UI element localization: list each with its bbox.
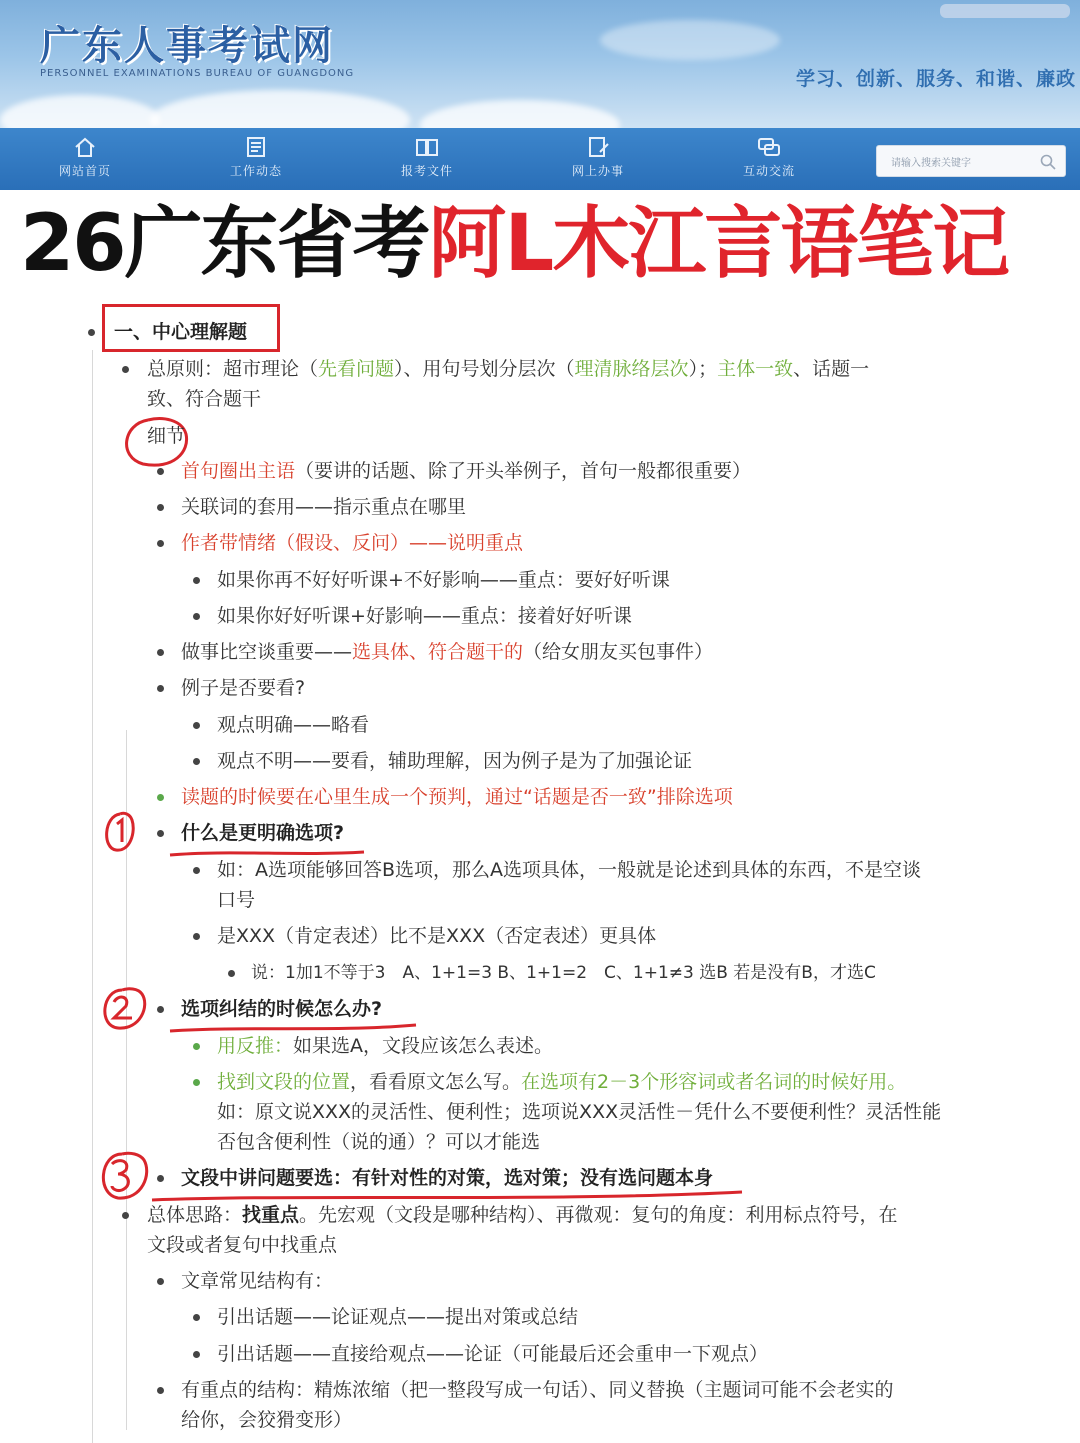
note-line: 文段或者复句中找重点 bbox=[147, 1234, 338, 1256]
hand-number-3 bbox=[94, 1150, 154, 1202]
bullet bbox=[193, 577, 200, 584]
note-line: 用反推：如果选A，文段应该怎么表述。 bbox=[217, 1035, 554, 1057]
nav-item-files[interactable] bbox=[367, 128, 487, 190]
bullet bbox=[193, 933, 200, 940]
bullet bbox=[157, 794, 164, 801]
note-line: 读题的时候要在心里生成一个预判，通过“话题是否一致”排除选项 bbox=[181, 786, 733, 808]
note-line: 细节 bbox=[147, 425, 186, 447]
bullet bbox=[157, 540, 164, 547]
edit-icon bbox=[586, 136, 610, 158]
site-banner bbox=[0, 0, 1080, 128]
note-line: 引出话题——直接给观点——论证（可能最后还会重申一下观点） bbox=[217, 1343, 769, 1365]
bullet bbox=[193, 1079, 200, 1086]
search-icon[interactable] bbox=[1039, 153, 1057, 171]
note-line: 如：A选项能够回答B选项，那么A选项具体，一般就是论述到具体的东西，不是空谈 bbox=[217, 859, 922, 881]
note-line: 如果你再不好好听课+不好影响——重点：要好好听课 bbox=[217, 569, 670, 591]
note-line: 致、符合题干 bbox=[147, 388, 262, 410]
nav-label: 网上办事 bbox=[571, 164, 624, 178]
note-line: 如果你好好听课+好影响——重点：接着好好听课 bbox=[217, 605, 632, 627]
title-black-part: 26广东省考 bbox=[20, 199, 429, 289]
note-line: 口号 bbox=[217, 889, 256, 911]
hand-number-2 bbox=[96, 986, 152, 1032]
home-icon bbox=[73, 136, 97, 158]
note-line: 文段中讲问题要选：有针对性的对策，选对策；没有选问题本身 bbox=[181, 1167, 714, 1189]
notes-content bbox=[0, 300, 1080, 1443]
bullet bbox=[157, 1006, 164, 1013]
bullet bbox=[122, 366, 129, 373]
note-line: 观点不明——要看，辅助理解，因为例子是为了加强论证 bbox=[217, 750, 693, 772]
note-line: 否包含便利性（说的通）？可以才能选 bbox=[217, 1131, 541, 1153]
bullet bbox=[193, 722, 200, 729]
bullet bbox=[157, 830, 164, 837]
note-line: 作者带情绪（假设、反问）——说明重点 bbox=[181, 532, 524, 554]
bullet bbox=[157, 468, 164, 475]
note-line: 选项纠结的时候怎么办? bbox=[181, 998, 383, 1020]
bullet bbox=[193, 613, 200, 620]
nav-item-online[interactable] bbox=[538, 128, 658, 190]
book-icon bbox=[415, 136, 439, 158]
site-title[interactable]: 广东人事考试网 bbox=[40, 22, 334, 69]
bullet bbox=[122, 1212, 129, 1219]
note-line: 找到文段的位置，看看原文怎么写。在选项有2－3个形容词或者名词的时候好用。 bbox=[217, 1071, 907, 1093]
site-subtitle: PERSONNEL EXAMINATIONS BUREAU OF GUANGDONG bbox=[40, 68, 355, 79]
bullet bbox=[193, 1314, 200, 1321]
nav-label: 互动交流 bbox=[742, 164, 795, 178]
bullet bbox=[157, 649, 164, 656]
note-line: 给你，会狡猾变形） bbox=[181, 1409, 353, 1431]
search-input[interactable] bbox=[876, 145, 1066, 177]
note-line: 说：1加1不等于3 A、1+1=3 B、1+1=2 C、1+1≠3 选B 若是没有B，才选C bbox=[251, 963, 876, 983]
site-slogan: 学习、创新、服务、和谐、廉政 bbox=[795, 68, 1076, 90]
bullet bbox=[193, 1043, 200, 1050]
indent-guide bbox=[92, 350, 93, 1443]
bullet bbox=[193, 1351, 200, 1358]
bullet bbox=[193, 867, 200, 874]
hand-number-1 bbox=[100, 810, 140, 856]
note-line: 如：原文说XXX的灵活性、便利性；选项说XXX灵活性－凭什么不要便利性？灵活性能 bbox=[217, 1101, 942, 1123]
bullet bbox=[157, 1387, 164, 1394]
note-line: 总体思路：找重点。先宏观（文段是哪种结构）、再微观：复句的角度：利用标点符号，在 bbox=[147, 1204, 898, 1226]
note-line: 什么是更明确选项? bbox=[181, 822, 345, 844]
bullet bbox=[157, 1175, 164, 1182]
note-line: 关联词的套用——指示重点在哪里 bbox=[181, 496, 467, 518]
top-blur-bar bbox=[940, 4, 1070, 18]
nav-item-news[interactable] bbox=[196, 128, 316, 190]
chat-icon bbox=[757, 136, 781, 158]
note-line: 总原则：超市理论（先看问题）、用句号划分层次（理清脉络层次）；主体一致、话题一 bbox=[147, 358, 870, 380]
bullet bbox=[157, 504, 164, 511]
note-line: 例子是否要看? bbox=[181, 677, 306, 699]
nav-label: 工作动态 bbox=[229, 164, 282, 178]
bullet bbox=[88, 329, 95, 336]
note-line: 引出话题——论证观点——提出对策或总结 bbox=[217, 1306, 579, 1328]
note-line: 文章常见结构有： bbox=[181, 1270, 334, 1292]
section-heading: 一、中心理解题 bbox=[114, 321, 248, 343]
nav-item-interact[interactable] bbox=[709, 128, 829, 190]
bullet bbox=[193, 758, 200, 765]
news-icon bbox=[244, 136, 268, 158]
note-line: 有重点的结构：精炼浓缩（把一整段写成一句话）、同义替换（主题词可能不会老实的 bbox=[181, 1379, 894, 1401]
note-line: 是XXX（肯定表述）比不是XXX（否定表述）更具体 bbox=[217, 925, 657, 947]
nav-item-home[interactable] bbox=[25, 128, 145, 190]
note-line: 观点明确——略看 bbox=[217, 714, 370, 736]
nav-label: 报考文件 bbox=[400, 164, 453, 178]
bullet bbox=[157, 685, 164, 692]
bullet bbox=[157, 1278, 164, 1285]
note-line: 首句圈出主语（要讲的话题、除了开头举例子，首句一般都很重要） bbox=[181, 460, 752, 482]
nav-label: 网站首页 bbox=[58, 164, 111, 178]
bullet bbox=[228, 970, 235, 977]
search-placeholder: 请输入搜索关键字 bbox=[891, 158, 971, 169]
page-title bbox=[20, 198, 1008, 290]
note-line: 做事比空谈重要——选具体、符合题干的（给女朋友买包事件） bbox=[181, 641, 714, 663]
title-red-part: 阿L木江言语笔记 bbox=[428, 199, 1009, 289]
